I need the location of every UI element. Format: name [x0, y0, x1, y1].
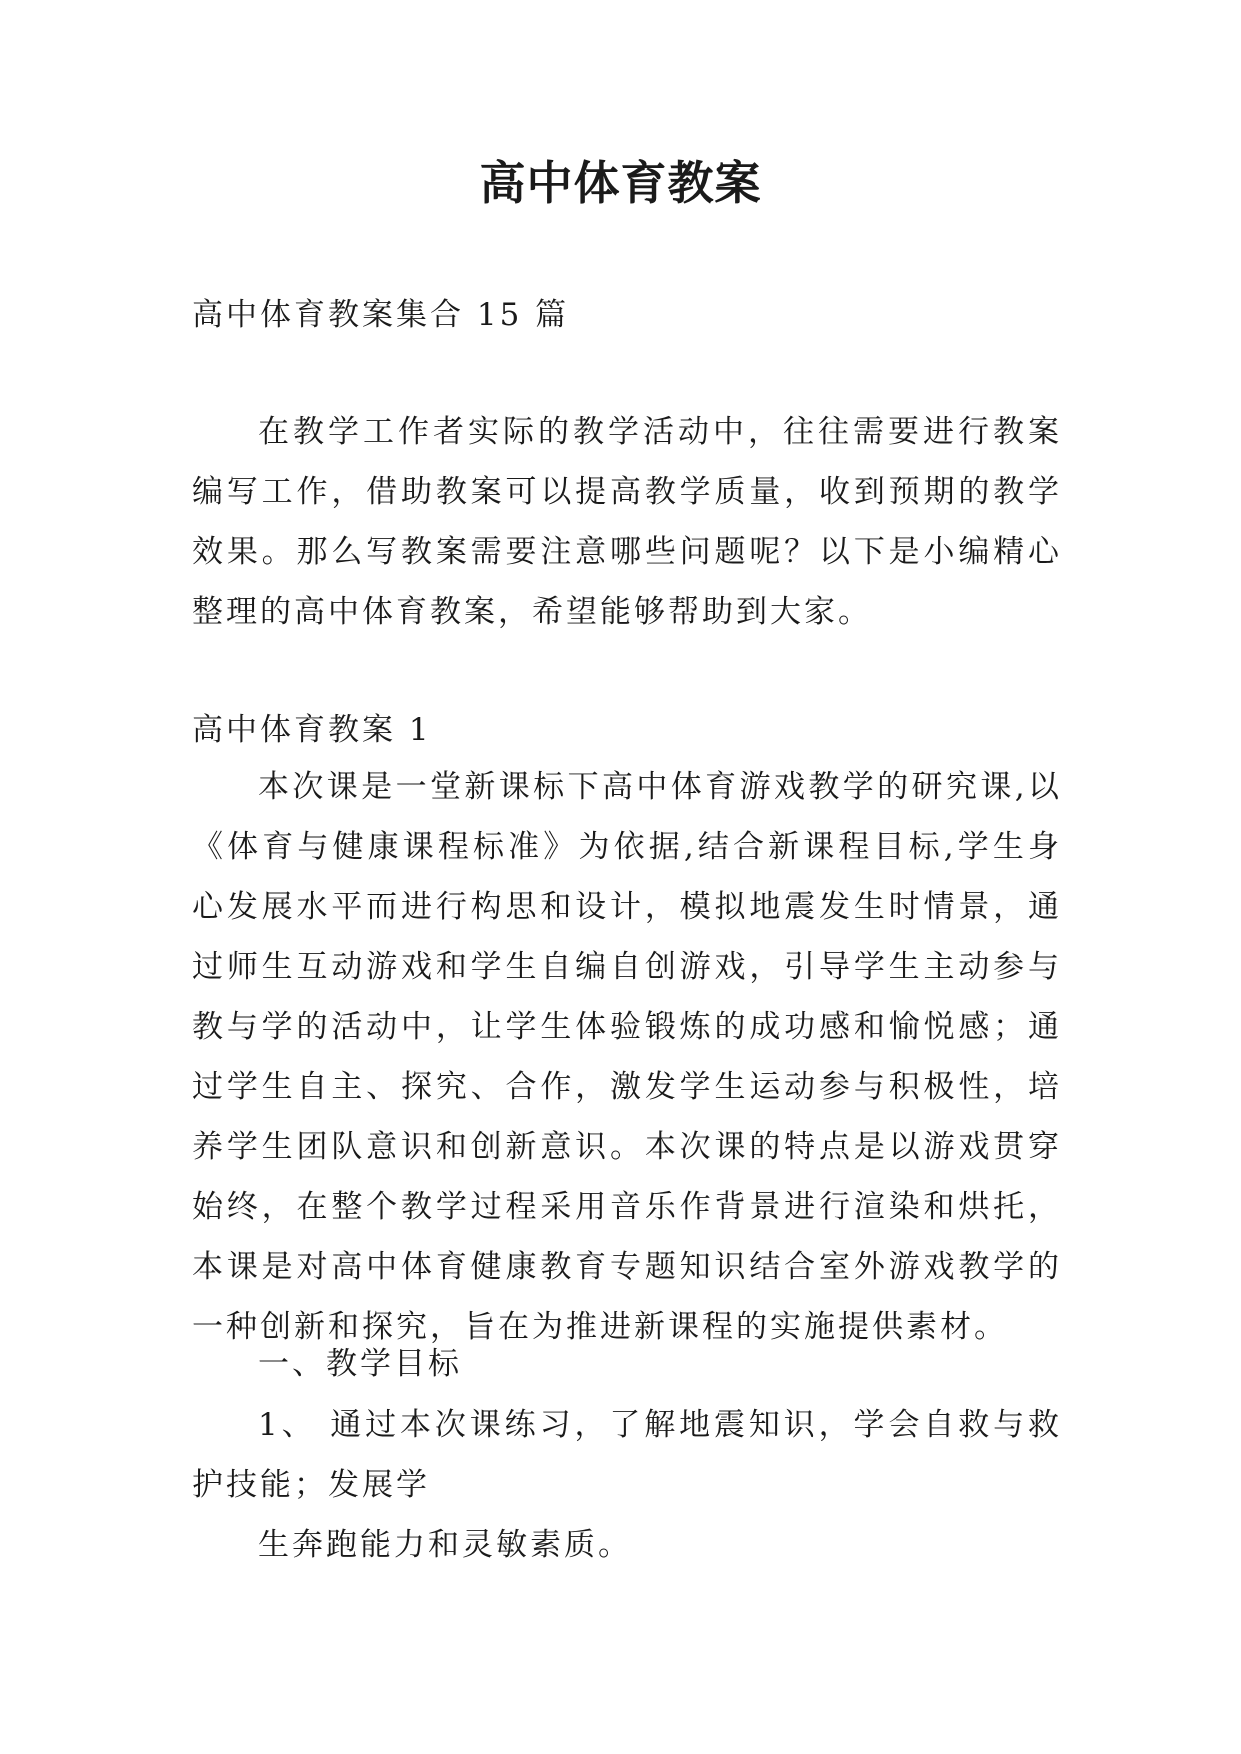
- teaching-goal-item: 1、 通过本次课练习，了解地震知识，学会自救与救护技能；发展学: [192, 1407, 1062, 1503]
- teaching-goal-heading: 一、教学目标: [258, 1346, 462, 1382]
- page-title: 高中体育教案: [479, 156, 762, 210]
- section-heading: 高中体育教案 1: [192, 712, 432, 748]
- document-subtitle: 高中体育教案集合 15 篇: [192, 297, 570, 333]
- section-body-paragraph: 本次课是一堂新课标下高中体育游戏教学的研究课,以《体育与健康课程标准》为依据,结合新课程目标,学生身心发展水平而进行构思和设计，模拟地震发生时情景，通过师生互动游戏和学生自编自创游戏，引导学生主动参与教与学的活动中，让学生体验锻炼的成功感和愉悦感；通过学生自主、探究、合作，激发学生运动参与积极性，培养学生团队意识和创新意识。本次课的特点是以游戏贯穿始终，在整个教学过程采用音乐作背景进行渲染和烘托，本课是对高中体育健康教育专题知识结合室外游戏教学的一种创新和探究，旨在为推进新课程的实施提供素材。: [192, 769, 1062, 1345]
- teaching-goal-item-continued: 生奔跑能力和灵敏素质。: [258, 1527, 632, 1563]
- intro-paragraph: 在教学工作者实际的教学活动中，往往需要进行教案编写工作，借助教案可以提高教学质量，收到预期的教学效果。那么写教案需要注意哪些问题呢？以下是小编精心整理的高中体育教案，希望能够帮助到大家。: [192, 414, 1062, 630]
